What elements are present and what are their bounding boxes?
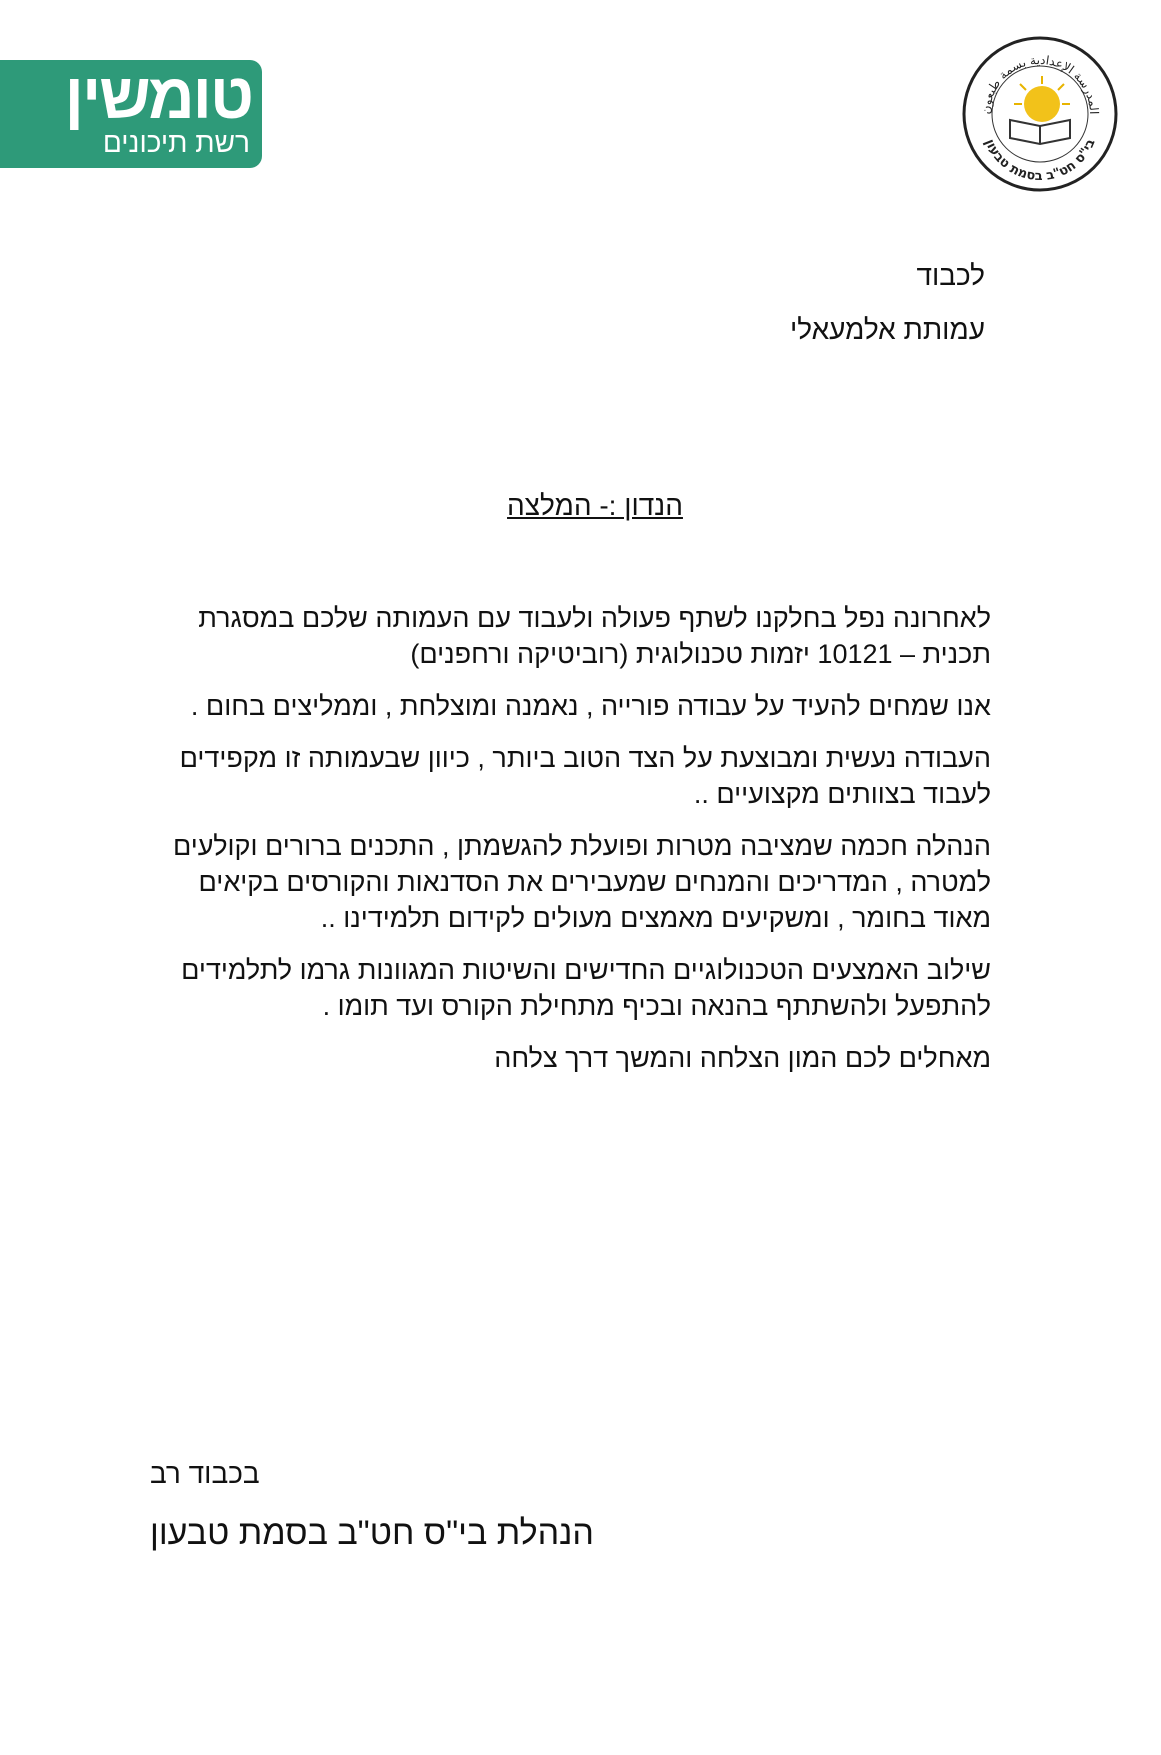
seal-arabic-text: المدرسة الإعدادية بسمة طبعون: [978, 52, 1102, 115]
paragraph: מאחלים לכם המון הצלחה והמשך דרך צלחה: [494, 1043, 991, 1073]
addressee: עמותת אלמעאלי: [790, 314, 985, 345]
paragraph: הנהלה חכמה שמציבה מטרות ופועלת להגשמתן , התכנים ברורים וקולעים למטרה , המדריכים והמנחים שמעבירים את הסדנאות והקורסים בקיאים מאוד בחומר , ומשקיעים מאמצים מעולים לקידום תלמידינו ..: [172, 831, 991, 933]
school-seal: [960, 34, 1120, 194]
paragraph: העבודה נעשית ומבוצעת על הצד הטוב ביותר , כיוון שבעמותה זו מקפידים לעבוד בצוותים מקצועיים ..: [179, 743, 991, 809]
signature: [150, 1514, 630, 1553]
signature-text: הנהלת בי"ס חט"ב בסמת טבעון: [150, 1514, 594, 1552]
closing-phrase: [150, 1458, 450, 1490]
logo-brand-text: טומשין: [64, 60, 252, 132]
paragraph: אנו שמחים להעיד על עבודה פורייה , נאמנה ומוצלחת , וממליצים בחום .: [190, 691, 991, 721]
letter-body: [171, 600, 991, 1092]
closing-text: בכבוד רב: [150, 1458, 260, 1489]
subject-line: הנדון :- המלצה: [507, 490, 683, 521]
seal-hebrew-text: בי"ס חט"ב בסמת טבעון: [981, 136, 1099, 185]
paragraph: לאחרונה נפל בחלקנו לשתף פעולה ולעבוד עם העמותה שלכם במסגרת תכנית – 10121 יזמות טכנולוגית (רוביטיקה ורחפנים): [198, 603, 991, 669]
paragraph: שילוב האמצעים הטכנולוגיים החדישים והשיטות המגוונות גרמו לתלמידים להתפעל ולהשתתף בהנאה ובכיף מתחילת הקורס ועד תומו .: [181, 955, 991, 1021]
network-logo: [0, 60, 262, 168]
logo-tagline: רשת תיכונים: [102, 127, 250, 158]
salutation: לכבוד: [916, 260, 985, 291]
